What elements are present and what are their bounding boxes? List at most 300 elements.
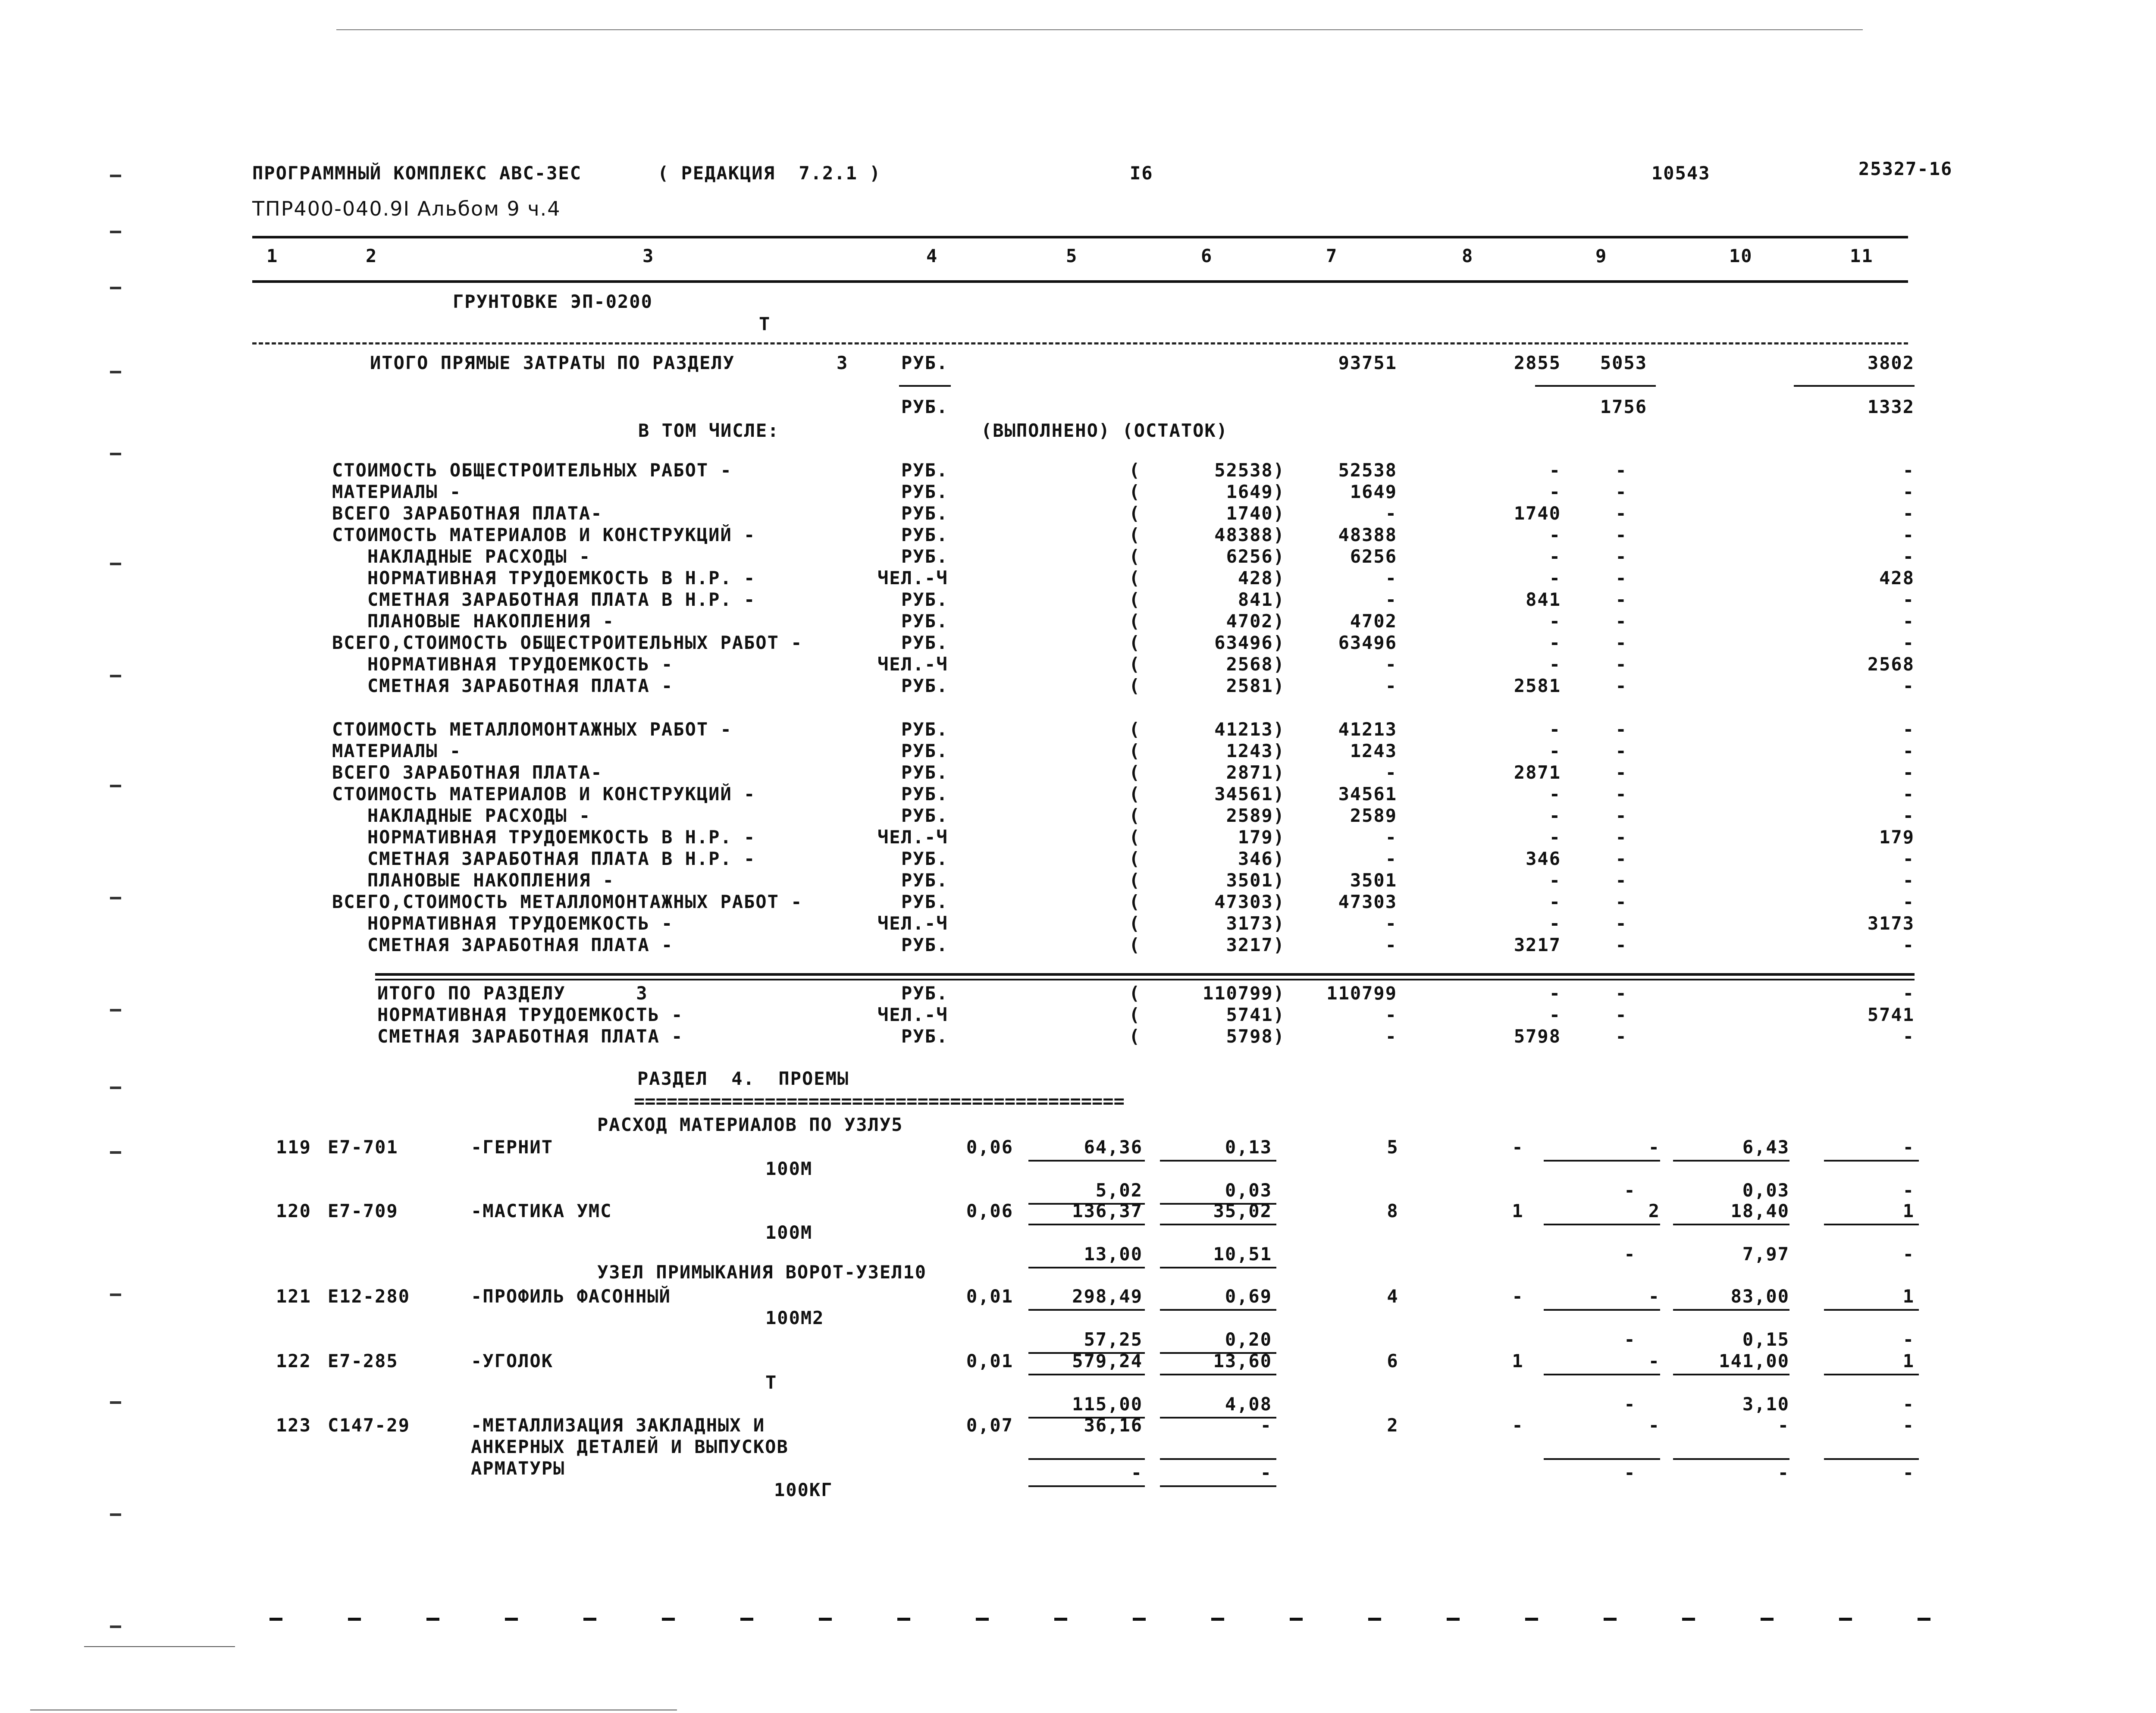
row-col8: - (1549, 913, 1561, 934)
row-col7: 47303 (1338, 891, 1397, 912)
row-col7: - (1385, 827, 1397, 848)
item-rule (1160, 1374, 1276, 1375)
item-sub-col5: 13,00 (1084, 1243, 1143, 1265)
row-col8: - (1549, 870, 1561, 891)
open-paren: ( (1129, 611, 1141, 632)
row-unit: РУБ. (901, 934, 949, 955)
summary-col8: 2855 (1514, 352, 1561, 373)
open-paren: ( (1129, 1004, 1141, 1025)
row-col8: 346 (1526, 848, 1561, 869)
row-col8: 3217 (1514, 934, 1561, 955)
row-done: 2871) (1226, 762, 1285, 783)
item-code: С147-29 (328, 1415, 411, 1436)
row-col7: 4702 (1350, 611, 1397, 632)
bottom-dash (1133, 1618, 1146, 1621)
item-sub-rule (1160, 1267, 1276, 1268)
row-col9: - (1615, 524, 1627, 545)
bottom-dash (1211, 1618, 1224, 1621)
item-rule (1673, 1458, 1789, 1460)
item-col9: - (1648, 1415, 1660, 1436)
row-label: МАТЕРИАЛЫ - (332, 481, 462, 502)
row-col11: 2568 (1867, 654, 1915, 675)
item-name: -МЕТАЛЛИЗАЦИЯ ЗАКЛАДНЫХ И (471, 1415, 765, 1436)
summary-col11: 3802 (1867, 352, 1915, 373)
total-rule-2 (375, 979, 1915, 980)
row-col11: - (1902, 891, 1915, 912)
bottom-dash (1054, 1618, 1067, 1621)
item-name: АНКЕРНЫХ ДЕТАЛЕЙ И ВЫПУСКОВ (471, 1436, 789, 1457)
row-col7: - (1385, 675, 1397, 696)
row-col7: - (1385, 567, 1397, 589)
column-number: 10 (1729, 245, 1753, 266)
item-unit: 100М (765, 1158, 813, 1179)
margin-mark (110, 897, 121, 899)
open-paren: ( (1129, 870, 1141, 891)
open-paren: ( (1129, 983, 1141, 1004)
open-paren: ( (1129, 632, 1141, 653)
item-rule (1673, 1309, 1789, 1311)
row-label: ПЛАНОВЫЕ НАКОПЛЕНИЯ - (332, 870, 614, 891)
total-col8: - (1549, 1004, 1561, 1025)
bottom-dash (897, 1618, 910, 1621)
row-done: 48388) (1214, 524, 1285, 545)
item-rule (1673, 1224, 1789, 1225)
row-col11: - (1902, 632, 1915, 653)
row-col11: - (1902, 611, 1915, 632)
row-col11: - (1902, 719, 1915, 740)
item-sub-col5: 5,02 (1095, 1180, 1143, 1201)
margin-mark (110, 1009, 121, 1012)
row-unit: РУБ. (901, 460, 949, 481)
row-col11: - (1902, 783, 1915, 805)
row-col9: - (1615, 719, 1627, 740)
open-paren: ( (1129, 1026, 1141, 1047)
item-col9: - (1648, 1286, 1660, 1307)
row-unit: РУБ. (901, 546, 949, 567)
row-col11: 3173 (1867, 913, 1915, 934)
open-paren: ( (1129, 503, 1141, 524)
row-done: 4702) (1226, 611, 1285, 632)
row-col9: - (1615, 546, 1627, 567)
row-col11: - (1902, 762, 1915, 783)
item-col5: 579,24 (1072, 1350, 1143, 1372)
row-label: НОРМАТИВНАЯ ТРУДОЕМКОСТЬ - (332, 913, 674, 934)
item-sub-col10: 3,10 (1742, 1394, 1789, 1415)
bottom-dash (976, 1618, 989, 1621)
item-number: 119 (276, 1137, 311, 1158)
row-col11: - (1902, 503, 1915, 524)
open-paren: ( (1129, 934, 1141, 955)
item-sub-col6: - (1260, 1462, 1272, 1483)
item-sub-col10: 7,97 (1742, 1243, 1789, 1265)
margin-mark (110, 785, 121, 787)
row-col7: 1243 (1350, 740, 1397, 761)
item-rule (1160, 1160, 1276, 1162)
total-col11: 5741 (1867, 1004, 1915, 1025)
col11-rule (1794, 385, 1915, 387)
column-number: 8 (1462, 245, 1474, 266)
item-col8: - (1512, 1286, 1524, 1307)
row-label: МАТЕРИАЛЫ - (332, 740, 462, 761)
row-label: ВСЕГО ЗАРАБОТНАЯ ПЛАТА- (332, 503, 603, 524)
column-number: 2 (366, 245, 378, 266)
row-col11: - (1902, 870, 1915, 891)
item-rule (1028, 1160, 1145, 1162)
row-label: СТОИМОСТЬ МАТЕРИАЛОВ И КОНСТРУКЦИЙ - (332, 524, 756, 545)
bottom-dash (270, 1618, 282, 1621)
row-col9: - (1615, 503, 1627, 524)
row-unit: РУБ. (901, 524, 949, 545)
item-sub-col9: - (1624, 1394, 1636, 1415)
item-sub-col9: - (1624, 1243, 1636, 1265)
item-sub-col5: 115,00 (1072, 1394, 1143, 1415)
row-col8: - (1549, 805, 1561, 826)
item-sub-col10: 0,03 (1742, 1180, 1789, 1201)
row-col7: - (1385, 934, 1397, 955)
total-rule-1 (375, 973, 1915, 976)
item-rule (1544, 1374, 1660, 1375)
row-label: НОРМАТИВНАЯ ТРУДОЕМКОСТЬ - (332, 654, 674, 675)
total-col8: 5798 (1514, 1026, 1561, 1047)
item-sub-col9: - (1624, 1180, 1636, 1201)
done-remain-label: (ВЫПОЛНЕНО) (ОСТАТОК) (981, 420, 1228, 441)
edition: ( РЕДАКЦИЯ 7.2.1 ) (658, 163, 881, 184)
bottom-dash (1682, 1618, 1695, 1621)
item-rule (1028, 1309, 1145, 1311)
open-paren: ( (1129, 589, 1141, 610)
row-done: 6256) (1226, 546, 1285, 567)
item-sub-col6: 4,08 (1225, 1394, 1272, 1415)
row-col8: - (1549, 654, 1561, 675)
row-col8: 2871 (1514, 762, 1561, 783)
row-unit: РУБ. (901, 848, 949, 869)
item-col6: 0,69 (1225, 1286, 1272, 1307)
total-unit: РУБ. (901, 983, 949, 1004)
item-col6: 13,60 (1213, 1350, 1272, 1372)
summary-col9: 5053 (1600, 352, 1647, 373)
row-col7: 2589 (1350, 805, 1397, 826)
row-label: ВСЕГО,СТОИМОСТЬ ОБЩЕСТРОИТЕЛЬНЫХ РАБОТ - (332, 632, 803, 653)
item-col10: 6,43 (1742, 1137, 1789, 1158)
item-rule (1824, 1160, 1919, 1162)
column-number: 5 (1066, 245, 1078, 266)
row-unit: РУБ. (901, 611, 949, 632)
column-number: 9 (1595, 245, 1608, 266)
item-col11: 1 (1902, 1200, 1915, 1221)
item-sub-col10: - (1777, 1462, 1789, 1483)
item-rule (1028, 1224, 1145, 1225)
row-label: СМЕТНАЯ ЗАРАБОТНАЯ ПЛАТА В Н.Р. - (332, 589, 756, 610)
item-sub-rule (1160, 1485, 1276, 1487)
item-rule (1160, 1309, 1276, 1311)
bottom-dash (662, 1618, 675, 1621)
row-col7: - (1385, 654, 1397, 675)
row-col9: - (1615, 460, 1627, 481)
row-col7: - (1385, 589, 1397, 610)
bottom-dash (1290, 1618, 1303, 1621)
row-unit: РУБ. (901, 870, 949, 891)
row-unit: ЧЕЛ.-Ч (877, 567, 948, 589)
item-sub-col11: - (1902, 1180, 1915, 1201)
row-unit: РУБ. (901, 589, 949, 610)
bottom-dash (505, 1618, 518, 1621)
total-col9: - (1615, 1026, 1627, 1047)
row-done: 2568) (1226, 654, 1285, 675)
item-rule (1824, 1458, 1919, 1460)
item-number: 120 (276, 1200, 311, 1221)
open-paren: ( (1129, 827, 1141, 848)
bottom-dash (819, 1618, 832, 1621)
item-name: -УГОЛОК (471, 1350, 554, 1372)
total-done: 110799) (1202, 983, 1285, 1004)
column-number: 6 (1201, 245, 1213, 266)
item-rule (1544, 1224, 1660, 1225)
row-col8: - (1549, 611, 1561, 632)
project-title: ТПР400-040.9I Альбом 9 ч.4 (252, 197, 561, 220)
item-sub-col9: - (1624, 1462, 1636, 1483)
summary-unit: РУБ. (901, 352, 949, 373)
item-number: 122 (276, 1350, 311, 1372)
item-rule (1028, 1374, 1145, 1375)
row-unit: РУБ. (901, 805, 949, 826)
total-col7: - (1385, 1026, 1397, 1047)
bottom-dash (1918, 1618, 1930, 1621)
item-sub-col6: 0,03 (1225, 1180, 1272, 1201)
item-code: Е7-285 (328, 1350, 398, 1372)
item-col10: 83,00 (1730, 1286, 1789, 1307)
row-col8: 1740 (1514, 503, 1561, 524)
item-col4: 0,07 (966, 1415, 1013, 1436)
row-unit: РУБ. (901, 632, 949, 653)
row-col9: - (1615, 827, 1627, 848)
item-rule (1160, 1224, 1276, 1225)
open-paren: ( (1129, 848, 1141, 869)
row-done: 3173) (1226, 913, 1285, 934)
row-col9: - (1615, 481, 1627, 502)
item-sub-col5: - (1131, 1462, 1143, 1483)
row-col9: - (1615, 848, 1627, 869)
column-number: 4 (926, 245, 938, 266)
item-sub-col11: - (1902, 1329, 1915, 1350)
bottom-dash (1368, 1618, 1381, 1621)
node10-heading: УЗЕЛ ПРИМЫКАНИЯ ВОРОТ-УЗЕЛ10 (597, 1262, 927, 1283)
col9-rule (1535, 385, 1656, 387)
total-col7: - (1385, 1004, 1397, 1025)
row-col9: - (1615, 891, 1627, 912)
node5-heading: РАСХОД МАТЕРИАЛОВ ПО УЗЛУ5 (597, 1114, 903, 1135)
margin-mark (110, 453, 121, 455)
item-col7: 4 (1387, 1286, 1399, 1307)
open-paren: ( (1129, 805, 1141, 826)
margin-mark (110, 175, 121, 177)
item-col7: 2 (1387, 1415, 1399, 1436)
bottom-dash (1604, 1618, 1617, 1621)
item-col7: 6 (1387, 1350, 1399, 1372)
row-done: 47303) (1214, 891, 1285, 912)
total-col7: 110799 (1326, 983, 1397, 1004)
row-col11: - (1902, 460, 1915, 481)
item-unit: 100М2 (765, 1307, 824, 1328)
row-done: 179) (1238, 827, 1285, 848)
item-col10: - (1777, 1415, 1789, 1436)
item-rule (1544, 1458, 1660, 1460)
item-rule (1160, 1458, 1276, 1460)
summary-unit-2: РУБ. (901, 396, 949, 417)
margin-mark (110, 1401, 121, 1404)
row-col8: - (1549, 632, 1561, 653)
item-sub-col11: - (1902, 1243, 1915, 1265)
row-unit: РУБ. (901, 740, 949, 761)
row-col9: - (1615, 611, 1627, 632)
item-sub-rule (1028, 1485, 1145, 1487)
item-rule (1824, 1374, 1919, 1375)
item-col8: 1 (1512, 1350, 1524, 1372)
row-label: СТОИМОСТЬ МАТЕРИАЛОВ И КОНСТРУКЦИЙ - (332, 783, 756, 805)
item-col11: 1 (1902, 1350, 1915, 1372)
row-done: 346) (1238, 848, 1285, 869)
margin-mark (110, 1625, 121, 1628)
margin-mark (110, 371, 121, 373)
item-col7: 8 (1387, 1200, 1399, 1221)
item-col9: - (1648, 1137, 1660, 1158)
item-name: -МАСТИКА УМС (471, 1200, 612, 1221)
row-col11: 428 (1879, 567, 1915, 589)
row-col11: - (1902, 589, 1915, 610)
open-paren: ( (1129, 719, 1141, 740)
row-col9: - (1615, 783, 1627, 805)
item-unit: Т (765, 1372, 777, 1393)
row-col8: 2581 (1514, 675, 1561, 696)
row-col8: - (1549, 719, 1561, 740)
item-col6: - (1260, 1415, 1272, 1436)
row-unit: ЧЕЛ.-Ч (877, 913, 948, 934)
row-col9: - (1615, 654, 1627, 675)
item-sub-rule (1028, 1267, 1145, 1268)
prev-section-unit: Т (759, 313, 771, 335)
bottom-dash (1839, 1618, 1852, 1621)
code-2: 25327-16 (1858, 158, 1953, 179)
row-label: СМЕТНАЯ ЗАРАБОТНАЯ ПЛАТА - (332, 675, 674, 696)
open-paren: ( (1129, 524, 1141, 545)
bottom-dash (348, 1618, 361, 1621)
row-col9: - (1615, 740, 1627, 761)
row-unit: РУБ. (901, 675, 949, 696)
row-col7: 48388 (1338, 524, 1397, 545)
row-label: СМЕТНАЯ ЗАРАБОТНАЯ ПЛАТА В Н.Р. - (332, 848, 756, 869)
row-label: СТОИМОСТЬ МЕТАЛЛОМОНТАЖНЫХ РАБОТ - (332, 719, 732, 740)
row-col9: - (1615, 762, 1627, 783)
summary-col9-b: 1756 (1600, 396, 1647, 417)
code-1: 10543 (1651, 163, 1711, 184)
row-col9: - (1615, 934, 1627, 955)
item-col4: 0,06 (966, 1200, 1013, 1221)
row-col8: - (1549, 546, 1561, 567)
row-unit: РУБ. (901, 762, 949, 783)
item-name: -ПРОФИЛЬ ФАСОННЫЙ (471, 1286, 671, 1307)
prev-section-name: ГРУНТОВКЕ ЭП-0200 (453, 291, 653, 312)
total-col8: - (1549, 983, 1561, 1004)
item-code: Е7-709 (328, 1200, 398, 1221)
item-col11: - (1902, 1137, 1915, 1158)
item-col9: 2 (1648, 1200, 1660, 1221)
item-col8: 1 (1512, 1200, 1524, 1221)
total-label: ИТОГО ПО РАЗДЕЛУ 3 (377, 983, 648, 1004)
open-paren: ( (1129, 567, 1141, 589)
item-rule (1673, 1160, 1789, 1162)
margin-mark (110, 675, 121, 677)
row-col7: 3501 (1350, 870, 1397, 891)
row-col11: - (1902, 934, 1915, 955)
item-col4: 0,01 (966, 1286, 1013, 1307)
item-col8: - (1512, 1415, 1524, 1436)
open-paren: ( (1129, 675, 1141, 696)
page-number: I6 (1130, 163, 1153, 184)
item-col11: 1 (1902, 1286, 1915, 1307)
column-number: 11 (1850, 245, 1874, 266)
open-paren: ( (1129, 654, 1141, 675)
item-col5: 298,49 (1072, 1286, 1143, 1307)
row-col7: 34561 (1338, 783, 1397, 805)
total-col11: - (1902, 983, 1915, 1004)
row-col9: - (1615, 805, 1627, 826)
row-col8: - (1549, 524, 1561, 545)
bottom-dash (1761, 1618, 1774, 1621)
item-col5: 136,37 (1072, 1200, 1143, 1221)
program-name: ПРОГРАММНЫЙ КОМПЛЕКС АВС-3ЕС (252, 163, 582, 184)
row-col7: - (1385, 913, 1397, 934)
bottom-dash (583, 1618, 596, 1621)
item-col6: 0,13 (1225, 1137, 1272, 1158)
open-paren: ( (1129, 481, 1141, 502)
summary-col11-b: 1332 (1867, 396, 1915, 417)
bottom-dash (740, 1618, 753, 1621)
including-label: В ТОМ ЧИСЛЕ: (638, 420, 780, 441)
row-col11: - (1902, 481, 1915, 502)
item-number: 121 (276, 1286, 311, 1307)
margin-mark (110, 1151, 121, 1154)
row-col7: 52538 (1338, 460, 1397, 481)
row-col11: - (1902, 848, 1915, 869)
item-rule (1824, 1309, 1919, 1311)
open-paren: ( (1129, 762, 1141, 783)
open-paren: ( (1129, 913, 1141, 934)
row-label: НАКЛАДНЫЕ РАСХОДЫ - (332, 805, 591, 826)
item-sub-col6: 0,20 (1225, 1329, 1272, 1350)
row-done: 1740) (1226, 503, 1285, 524)
row-label: СТОИМОСТЬ ОБЩЕСТРОИТЕЛЬНЫХ РАБОТ - (332, 460, 732, 481)
summary-label: ИТОГО ПРЯМЫЕ ЗАТРАТЫ ПО РАЗДЕЛУ (370, 352, 735, 373)
item-col6: 35,02 (1213, 1200, 1272, 1221)
item-col4: 0,01 (966, 1350, 1013, 1372)
row-col9: - (1615, 632, 1627, 653)
row-done: 52538) (1214, 460, 1285, 481)
row-col7: 1649 (1350, 481, 1397, 502)
row-done: 3217) (1226, 934, 1285, 955)
row-label: ВСЕГО,СТОИМОСТЬ МЕТАЛЛОМОНТАЖНЫХ РАБОТ - (332, 891, 803, 912)
row-label: ВСЕГО ЗАРАБОТНАЯ ПЛАТА- (332, 762, 603, 783)
row-label: НАКЛАДНЫЕ РАСХОДЫ - (332, 546, 591, 567)
row-unit: РУБ. (901, 891, 949, 912)
item-unit: 100КГ (774, 1479, 833, 1500)
row-unit: ЧЕЛ.-Ч (877, 654, 948, 675)
item-sub-col5: 57,25 (1084, 1329, 1143, 1350)
row-col7: - (1385, 848, 1397, 869)
row-col7: - (1385, 762, 1397, 783)
item-col5: 64,36 (1084, 1137, 1143, 1158)
row-label: НОРМАТИВНАЯ ТРУДОЕМКОСТЬ В Н.Р. - (332, 567, 756, 589)
bottom-dash (1447, 1618, 1460, 1621)
row-unit: РУБ. (901, 719, 949, 740)
